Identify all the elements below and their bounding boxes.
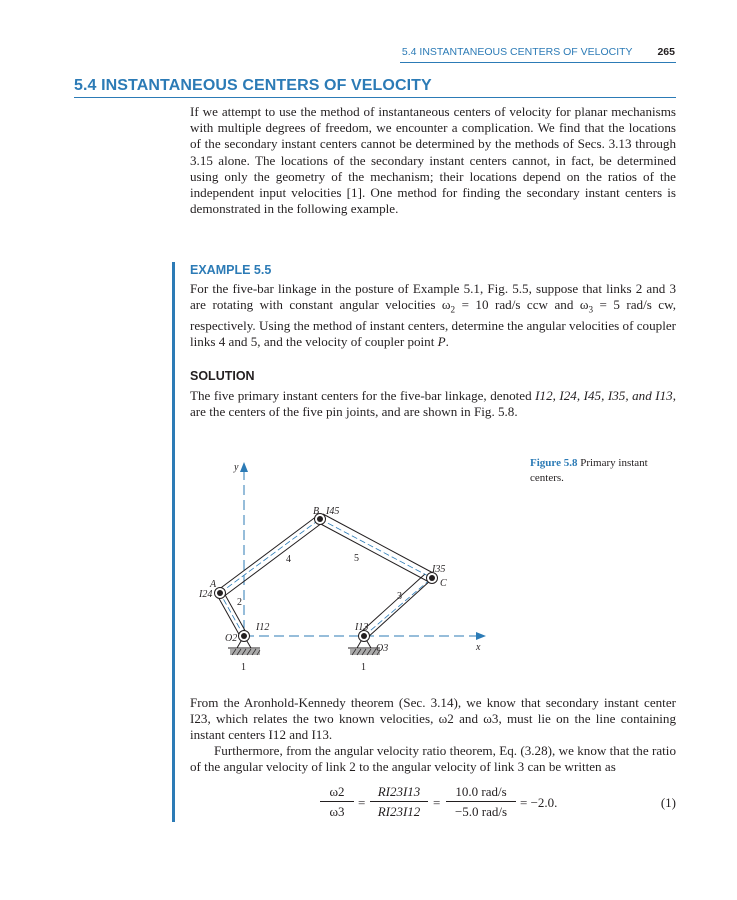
- label-y: y: [234, 462, 239, 473]
- label-o3: O3: [376, 643, 389, 654]
- running-head-title: 5.4 INSTANTANEOUS CENTERS OF VELOCITY: [401, 46, 633, 58]
- example-title: EXAMPLE 5.5: [190, 263, 272, 277]
- eq-result: = −2.0.: [520, 795, 558, 810]
- figure-label: Figure 5.8: [530, 457, 578, 469]
- label-link5: 5: [354, 553, 359, 564]
- label-b: B: [313, 506, 320, 517]
- centers-list: I12, I24, I45, I35, and I13: [535, 388, 673, 403]
- eq-lhs: $\frac{\omega 2}{\omega 3}$: [320, 784, 354, 820]
- label-x: x: [476, 642, 481, 653]
- link-3: [361, 574, 431, 638]
- label-i35: I35: [432, 564, 446, 575]
- link-5: [317, 514, 435, 582]
- example-statement: For the five-bar linkage in the posture of Example 5.1, Fig. 5.5, suppose that links 2 and 3 are rotating with constant angular velocities $\omega_2 = 10$ rad/s ccw and $\omega_3 = 5$ rad/s cw, respectively. Using the method of instant centers, determine the angular velocities of coupler links 4 and 5, and the velocity of coupler point P.: [190, 281, 676, 350]
- ratio-paragraph: Furthermore, from the angular velocity ratio theorem, Eq. (3.28), we know that the ratio of the angular velocity of link 2 to the angular velocity of link 3 can be written as: [190, 743, 676, 775]
- solution-title: SOLUTION: [190, 369, 255, 383]
- example-bar: [172, 262, 175, 822]
- link-4: [218, 516, 322, 597]
- eq-number: (1): [660, 795, 676, 810]
- label-i13: I13: [355, 622, 369, 633]
- section-title: 5.4 INSTANTANEOUS CENTERS OF VELOCITY: [74, 77, 432, 94]
- label-c: C: [440, 578, 447, 589]
- x-axis-arrow: [476, 632, 486, 640]
- running-head: [0, 46, 675, 58]
- label-link3: 3: [397, 591, 402, 602]
- label-i24: I24: [199, 589, 213, 600]
- y-axis-arrow: [240, 462, 248, 472]
- pin-o2: [239, 631, 250, 642]
- figure-caption: [530, 456, 675, 486]
- five-bar-linkage-figure: [190, 455, 510, 680]
- label-o2: O2: [225, 633, 238, 644]
- intro-paragraph: If we attempt to use the method of instantaneous centers of velocity for planar mechanisms with multiple degrees of freedom, we encounter a complication. We find that the locations of the secondary instant centers cannot be determined by the methods of Secs. 3.13 through 3.15 alone. The locations of the secondary instant centers cannot, in fact, be determined using only the geometry of the mechanism; their locations depend on the ratios of the independent input velocities [1]. One method for finding the secondary instant centers is demonstrated in the following example.: [190, 104, 676, 217]
- section-rule: [74, 97, 676, 98]
- kennedy-paragraph: From the Aronhold-Kennedy theorem (Sec. 3.14), we know that secondary instant center I23, which relates the two known velocities, ω2 and ω3, must lie on the line containing instant centers I12 and I13.: [190, 695, 676, 743]
- label-link1b: 1: [361, 662, 366, 673]
- label-link4: 4: [286, 554, 291, 565]
- eq-mid: $\frac{RI23I13}{RI23I12}$: [370, 784, 428, 820]
- figure-caption-text: Primary instant centers.: [530, 457, 648, 484]
- label-link1a: 1: [241, 662, 246, 673]
- header-rule: [400, 62, 676, 63]
- label-link2: 2: [237, 597, 242, 608]
- label-i12: I12: [256, 622, 270, 633]
- solution-paragraph: The five primary instant centers for the five-bar linkage, denoted I12, I24, I45, I35, and I13, are the centers of the five pin joints, and are shown in Fig. 5.8.: [190, 388, 676, 420]
- eq-rhs: 10.0 rad/s −5.0 rad/s: [446, 784, 516, 820]
- page-number: 265: [657, 46, 675, 58]
- equation-1: $\frac{\omega 2}{\omega 3}$ = $\frac{RI23I13}{RI23I12}$ = 10.0 rad/s −5.0 rad/s = −2.0. (1): [320, 784, 676, 826]
- pin-a: [215, 588, 226, 599]
- label-a: A: [210, 579, 217, 590]
- label-i45: I45: [326, 506, 340, 517]
